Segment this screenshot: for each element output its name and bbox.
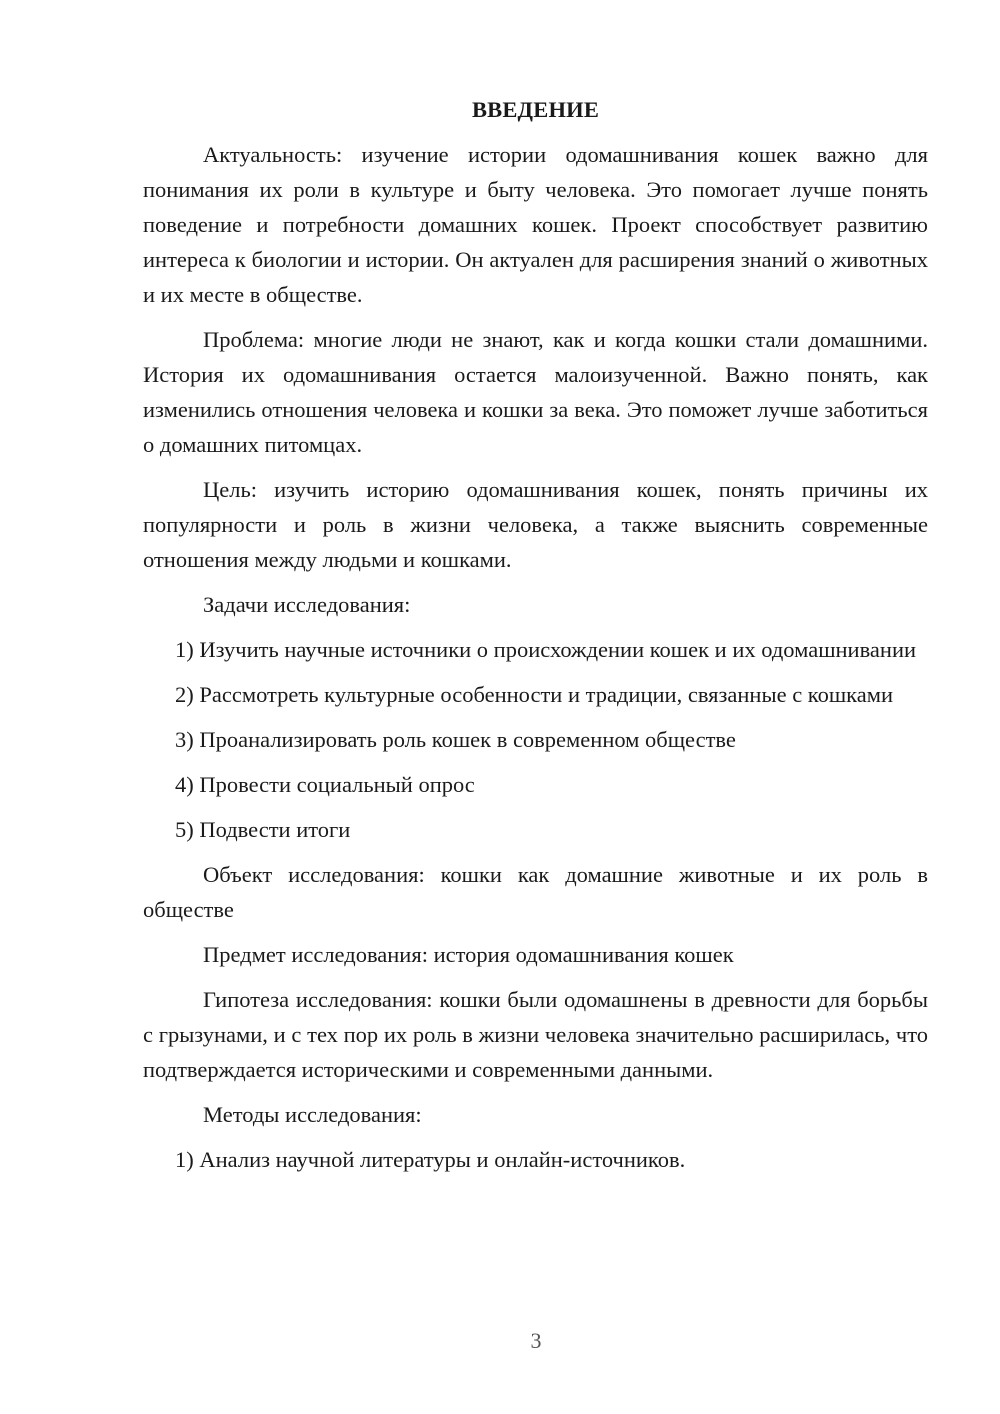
paragraph-subject: Предмет исследования: история одомашнивания кошек xyxy=(203,942,734,967)
document-page xyxy=(143,92,928,1187)
tasks-heading: Задачи исследования: xyxy=(203,592,411,617)
paragraph-object: Объект исследования: кошки как домашние животные и их роль в обществе xyxy=(143,862,928,922)
paragraph-hypothesis: Гипотеза исследования: кошки были одомашнены в древности для борьбы с грызунами, и с тех пор их роль в жизни человека значительно расширилась, что подтверждается историческими и современными данными. xyxy=(143,987,928,1082)
methods-heading: Методы исследования: xyxy=(203,1102,422,1127)
paragraph-problem: Проблема: многие люди не знают, как и когда кошки стали домашними. История их одомашнивания остается малоизученной. Важно понять, как изменились отношения человека и кошки за века. Это поможет лучше заботиться о домашних питомцах. xyxy=(143,327,928,457)
task-item-1: 1) Изучить научные источники о происхождении кошек и их одомашнивании xyxy=(175,637,917,662)
paragraph-goal: Цель: изучить историю одомашнивания кошек, понять причины их популярности и роль в жизни человека, а также выяснить современные отношения между людьми и кошками. xyxy=(143,477,928,572)
page-number: 3 xyxy=(530,1328,542,1353)
page-title: ВВЕДЕНИЕ xyxy=(471,97,600,122)
task-item-3: 3) Проанализировать роль кошек в современном обществе xyxy=(175,727,736,752)
task-item-5: 5) Подвести итоги xyxy=(175,817,351,842)
task-item-2: 2) Рассмотреть культурные особенности и традиции, связанные с кошками xyxy=(175,682,894,707)
method-item-1: 1) Анализ научной литературы и онлайн-источников. xyxy=(175,1147,686,1172)
paragraph-relevance: Актуальность: изучение истории одомашнивания кошек важно для понимания их роли в культуре и быту человека. Это помогает лучше понять поведение и потребности домашних кошек. Проект способствует развитию интереса к биологии и истории. Он актуален для расширения знаний о животных и их месте в обществе. xyxy=(143,142,928,307)
task-item-4: 4) Провести социальный опрос xyxy=(175,772,475,797)
